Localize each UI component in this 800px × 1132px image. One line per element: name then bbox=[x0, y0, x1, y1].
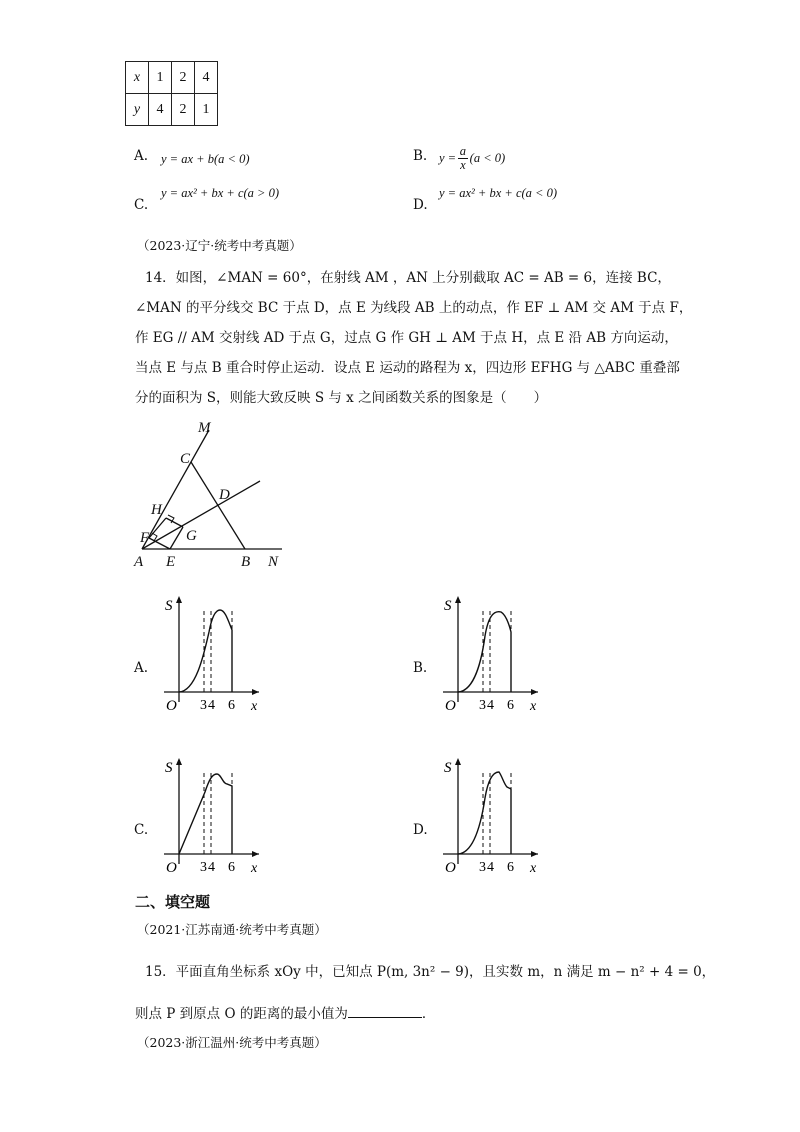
tick-label: 3 bbox=[200, 698, 207, 713]
x-axis-arrow-icon bbox=[531, 851, 538, 857]
table-cell: y bbox=[126, 94, 149, 126]
function-curve bbox=[179, 774, 232, 854]
function-curve bbox=[458, 772, 511, 854]
y-axis-label: S bbox=[444, 598, 452, 614]
graph-option-label: D. bbox=[413, 822, 428, 838]
q15-line-2 bbox=[135, 1002, 435, 1022]
label-a: A bbox=[134, 554, 144, 570]
tick-label: 6 bbox=[228, 698, 235, 713]
option-b-prefix: y = bbox=[439, 151, 457, 165]
label-d: D bbox=[219, 487, 230, 503]
q15-line-1: 15．平面直角坐标系 xOy 中，已知点 P(m, 3n² − 9)，且实数 m，n 满足 m − n² + 4 = 0， bbox=[145, 964, 716, 980]
label-n: N bbox=[268, 554, 279, 570]
tick-label: 6 bbox=[228, 860, 235, 875]
graph-option-label: A. bbox=[134, 660, 149, 676]
graph-option-b bbox=[413, 592, 553, 717]
q14-line-2: ∠MAN 的平分线交 BC 于点 D，点 E 为线段 AB 上的动点，作 EF ⊥ AM 交 AM 于点 F， bbox=[135, 300, 693, 316]
tick-label: 4 bbox=[208, 698, 215, 713]
table-cell: 1 bbox=[149, 62, 172, 94]
q14-source: （2023·辽宁·统考中考真题） bbox=[137, 238, 302, 253]
q15-end-mark: ． bbox=[421, 1006, 436, 1022]
tick-label: 4 bbox=[487, 698, 494, 713]
q14-line-3: 作 EG // AM 交射线 AD 于点 G，过点 G 作 GH ⊥ AM 于点 H，点 E 沿 AB 方向运动， bbox=[135, 330, 678, 346]
label-f: F bbox=[140, 530, 150, 546]
segment-eg bbox=[170, 527, 183, 549]
graph-option-a bbox=[134, 592, 274, 717]
y-axis-label: S bbox=[444, 760, 452, 776]
table-cell: 4 bbox=[149, 94, 172, 126]
origin-label: O bbox=[445, 860, 456, 876]
q14-line-5: 分的面积为 S，则能大致反映 S 与 x 之间函数关系的图象是（ ） bbox=[135, 390, 548, 406]
label-m: M bbox=[198, 420, 211, 436]
x-axis-arrow-icon bbox=[531, 689, 538, 695]
x-axis-arrow-icon bbox=[252, 851, 259, 857]
x-axis-label: x bbox=[251, 861, 258, 876]
table-cell: 4 bbox=[195, 62, 218, 94]
segment-gh bbox=[166, 518, 183, 527]
table-cell: 2 bbox=[172, 62, 195, 94]
option-d-expression: y = ax² + bx + c(a < 0) bbox=[439, 186, 558, 200]
y-axis-arrow-icon bbox=[455, 758, 461, 765]
option-b-numerator: a bbox=[459, 144, 467, 158]
x-axis-arrow-icon bbox=[252, 689, 259, 695]
y-axis-label: S bbox=[165, 598, 173, 614]
function-curve bbox=[458, 612, 511, 692]
x-axis-label: x bbox=[251, 699, 258, 714]
y-axis-arrow-icon bbox=[176, 758, 182, 765]
option-a-expression: y = ax + b(a < 0) bbox=[161, 152, 250, 166]
x-axis-label: x bbox=[530, 861, 537, 876]
next-question-source: （2023·浙江温州·统考中考真题） bbox=[137, 1035, 327, 1050]
tick-label: 4 bbox=[487, 860, 494, 875]
answer-blank[interactable] bbox=[348, 1003, 422, 1018]
q15-source: （2021·江苏南通·统考中考真题） bbox=[137, 922, 327, 937]
graph-option-c bbox=[134, 754, 274, 879]
option-a-label: A. bbox=[134, 148, 149, 164]
y-axis-label: S bbox=[165, 760, 173, 776]
origin-label: O bbox=[166, 698, 177, 714]
option-c-expression: y = ax² + bx + c(a > 0) bbox=[161, 186, 280, 200]
tick-label: 3 bbox=[479, 860, 486, 875]
option-b-suffix: (a < 0) bbox=[469, 151, 506, 165]
option-b-denominator: x bbox=[460, 158, 466, 172]
tick-label: 4 bbox=[208, 860, 215, 875]
y-axis-arrow-icon bbox=[455, 596, 461, 603]
origin-label: O bbox=[445, 698, 456, 714]
graph-option-label: B. bbox=[413, 660, 428, 676]
graph-option-d bbox=[413, 754, 553, 879]
label-c: C bbox=[180, 451, 191, 467]
tick-label: 3 bbox=[200, 860, 207, 875]
label-e: E bbox=[166, 554, 176, 570]
tick-label: 6 bbox=[507, 860, 514, 875]
table-cell: 2 bbox=[172, 94, 195, 126]
ray-am bbox=[142, 430, 209, 549]
q14-line-1: 14．如图，∠MAN = 60°，在射线 AM ，AN 上分别截取 AC = AB = 6，连接 BC， bbox=[145, 270, 671, 286]
tick-label: 3 bbox=[479, 698, 486, 713]
label-b: B bbox=[241, 554, 251, 570]
table-cell: x bbox=[126, 62, 149, 94]
q14-line-4: 当点 E 与点 B 重合时停止运动．设点 E 运动的路程为 x，四边形 EFHG 与 △ABC 重叠部 bbox=[135, 360, 680, 376]
table-cell: 1 bbox=[195, 94, 218, 126]
graph-option-label: C. bbox=[134, 822, 149, 838]
function-curve bbox=[179, 610, 232, 692]
origin-label: O bbox=[166, 860, 177, 876]
tick-label: 6 bbox=[507, 698, 514, 713]
label-g: G bbox=[186, 528, 197, 544]
x-axis-label: x bbox=[530, 699, 537, 714]
q15-question-text: 则点 P 到原点 O 的距离的最小值为 bbox=[135, 1006, 348, 1022]
y-axis-arrow-icon bbox=[176, 596, 182, 603]
option-b-label: B. bbox=[413, 148, 428, 164]
label-h: H bbox=[151, 502, 162, 518]
option-c-label: C. bbox=[134, 197, 149, 213]
option-d-label: D. bbox=[413, 197, 428, 213]
section-title: 二、填空题 bbox=[135, 893, 211, 911]
